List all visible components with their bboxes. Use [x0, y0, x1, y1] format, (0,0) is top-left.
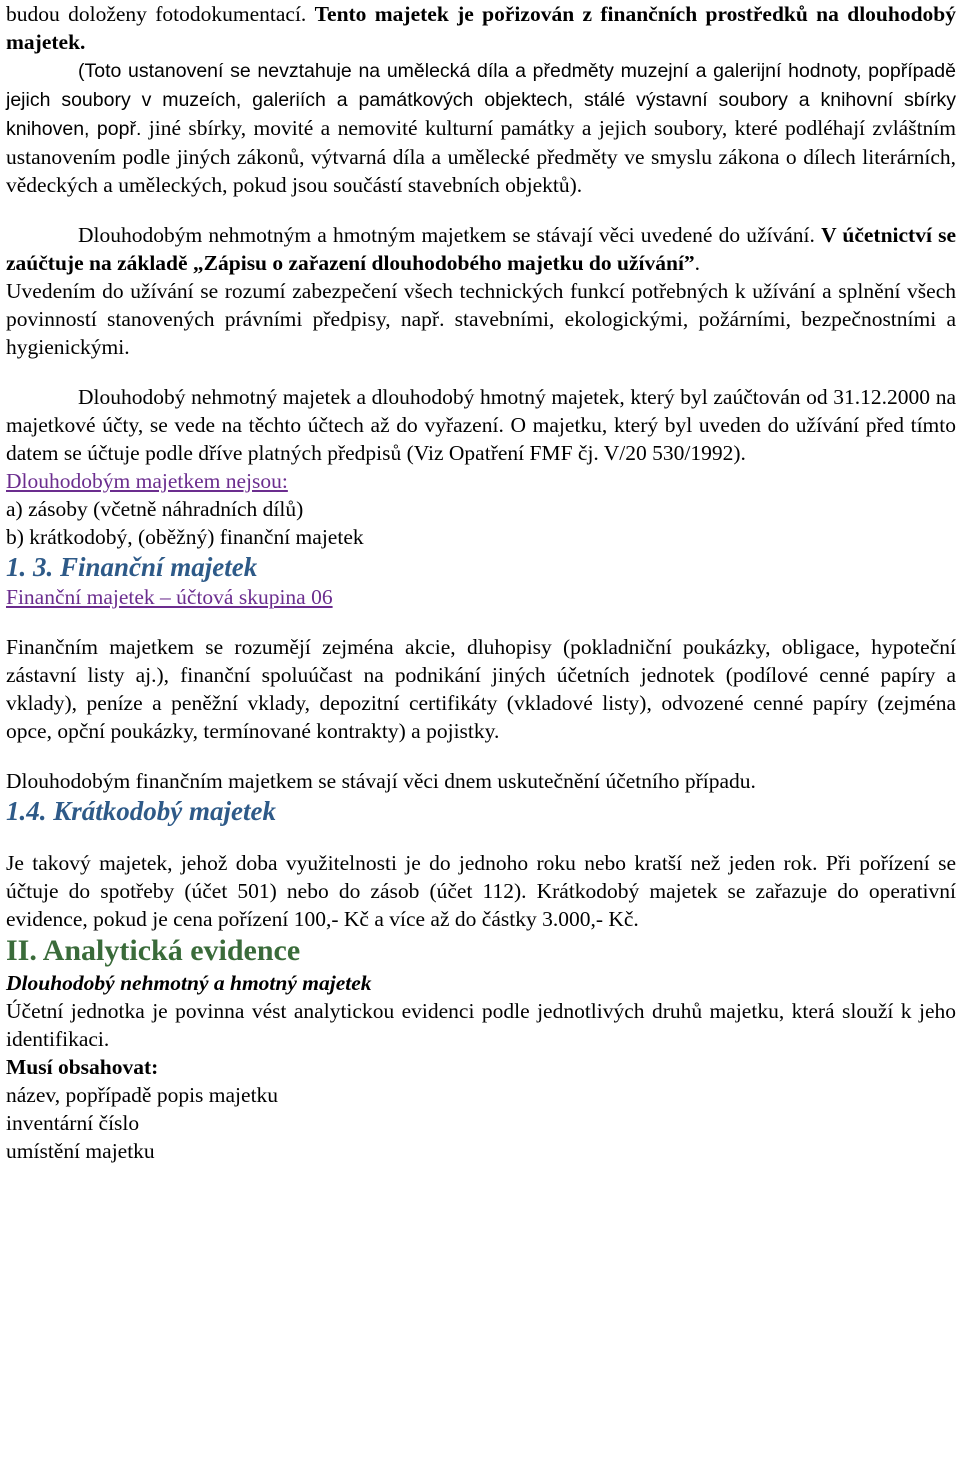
paragraph-exemption	[6, 56, 956, 199]
list-item: a) zásoby (včetně náhradních dílů)	[6, 497, 304, 521]
intro-bold-text: Tento majetek je pořizován z finančních prostředků na dlouhodobý majetek.	[6, 2, 956, 54]
use-start-bold-text: V účetnictví se zaúčtuje na základě „Zápisu o zařazení dlouhodobého majetku do užívání”	[6, 223, 957, 275]
list-item: b) krátkodobý, (oběžný) finanční majetek	[6, 525, 364, 549]
paragraph-intro	[6, 0, 956, 56]
intro-text: budou doloženy fotodokumentací.	[6, 2, 315, 26]
exemption-rest-text: jiné sbírky, movité a nemovité kulturní památky a jejich soubory, které podléhají zvláštním ustanovením podle jiných zákonů, výtvarná díla a umělecké předměty ve smyslu zákona o dílech literárních, vědeckých a uměleckých, pokud jsou součástí stavebních objektů).	[6, 116, 957, 197]
list-item: inventární číslo	[6, 1111, 140, 1135]
section-heading-analytics: II. Analytická evidence	[6, 934, 301, 967]
exemption-sans-text: (Toto ustanovení se nevztahuje na umělecká díla a předměty muzejní a galerijní hodnoty, popřípadě jejich soubory v muzeích, galeriích a památkových objektech, stálé výstavní soubory a knihovní sbírky knihoven, popř.	[6, 60, 956, 140]
list-item: název, popřípadě popis majetku	[6, 1083, 279, 1107]
use-start-text: Dlouhodobým nehmotným a hmotným majetkem se stávají věci uvedené do užívání.	[78, 223, 815, 247]
not-assets-list	[6, 495, 956, 551]
financial-subheading: Finanční majetek – účtová skupina 06	[6, 585, 333, 609]
paragraph-financial-definition: Finančním majetkem se rozumějí zejména akcie, dluhopisy (pokladniční poukázky, obligace, hypoteční zástavní listy aj.), finanční spoluúčast na podnikání jiných účetních jednotek (podílové cenné papíry a vklady), peníze a peněžní vklady, depozitní certifikáty (vkladové listy), odvozené cenné papíry (zejména opce, opční poukázky, termínované kontrakty) a pojistky.	[6, 635, 956, 743]
paragraph-accounting-date: Dlouhodobý nehmotný majetek a dlouhodobý hmotný majetek, který byl zaúčtován od 31.12.2000 na majetkové účty, se vede na těchto účtech až do vyřazení. O majetku, který byl uveden do užívání před tímto datem se účtuje podle dříve platných předpisů (Viz Opatření FMF čj. V/20 530/1992).	[6, 385, 956, 465]
paragraph-use-start	[6, 221, 956, 277]
paragraph-analytics: Účetní jednotka je povinna vést analytickou evidenci podle jednotlivých druhů majetku, která slouží k jeho identifikaci.	[6, 999, 956, 1051]
list-item: umístění majetku	[6, 1139, 155, 1163]
section-heading-short-term: 1.4. Krátkodobý majetek	[6, 796, 276, 826]
analytics-subheading: Dlouhodobý nehmotný a hmotný majetek	[6, 971, 372, 995]
paragraph-financial-long-term: Dlouhodobým finančním majetkem se stávají věci dnem uskutečnění účetního případu.	[6, 769, 756, 793]
section-heading-financial: 1. 3. Finanční majetek	[6, 552, 258, 582]
paragraph-short-term: Je takový majetek, jehož doba využitelnosti je do jednoho roku nebo kratší než jeden rok. Při pořízení se účtuje do spotřeby (účet 501) nebo do zásob (účet 112). Krátkodobý majetek se zařazuje do operativní evidence, pokud je cena pořízení 100,- Kč a více až do částky 3.000,- Kč.	[6, 851, 956, 931]
paragraph-use-definition: Uvedením do užívání se rozumí zabezpečení všech technických funkcí potřebných k užívání a splnění všech povinností stanovených právními předpisy, např. stavebními, ekologickými, požárními, bezpečnostními a hygienickými.	[6, 279, 956, 359]
must-contain-label: Musí obsahovat:	[6, 1055, 159, 1079]
document-page	[6, 0, 956, 1165]
must-contain-list	[6, 1081, 956, 1165]
use-start-period: .	[694, 251, 701, 275]
not-assets-heading: Dlouhodobým majetkem nejsou:	[6, 469, 288, 493]
